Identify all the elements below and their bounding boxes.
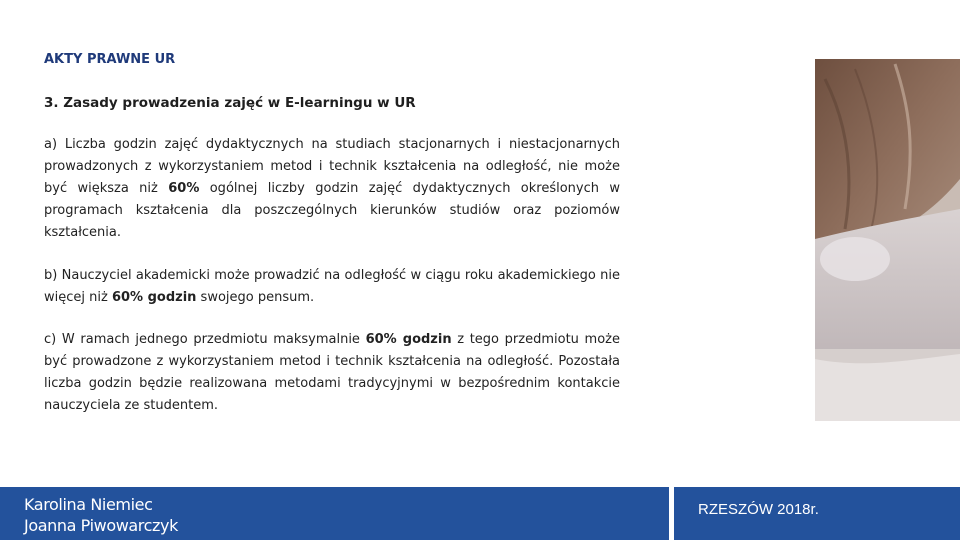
paragraph-a-text: a) Liczba godzin zajęć dydaktycznych na studiach stacjonarnych i niestacjonarnych prowadzonych z wykorzystaniem metod i technik kształcenia na odległość, nie może być większa niż bbox=[44, 137, 620, 196]
paragraph-c-emphasis: 60% godzin bbox=[365, 332, 452, 347]
slide-title: AKTY PRAWNE UR bbox=[44, 52, 176, 67]
author-name-1: Karolina Niemiec bbox=[24, 495, 153, 514]
paragraph-c bbox=[44, 329, 620, 417]
place-date: RZESZÓW 2018r. bbox=[698, 501, 819, 518]
student-photo bbox=[815, 59, 960, 421]
paragraph-b-text: b) Nauczyciel akademicki może prowadzić na odległość w ciągu roku akademickiego nie więcej niż bbox=[44, 268, 620, 305]
paragraph-a-text-end: ogólnej liczby godzin zajęć dydaktycznych określonych w programach kształcenia dla poszczególnych kierunków studiów oraz poziomów kształcenia. bbox=[44, 181, 621, 240]
section-heading: 3. Zasady prowadzenia zajęć w E-learningu w UR bbox=[44, 95, 416, 111]
paragraph-c-text-end: z tego przedmiotu może być prowadzone z wykorzystaniem metod i technik kształcenia na odległość. Pozostała liczba godzin będzie realizowana metodami tradycyjnymi w bezpośrednim kontakcie nauczyciela ze studentem. bbox=[44, 332, 620, 413]
paragraph-c-text: c) W ramach jednego przedmiotu maksymalnie bbox=[44, 332, 366, 347]
author-name-2: Joanna Piwowarczyk bbox=[24, 516, 178, 535]
paragraph-b-emphasis: 60% godzin bbox=[111, 290, 197, 305]
paragraph-b bbox=[44, 265, 620, 309]
paragraph-b-text-end: swojego pensum. bbox=[196, 290, 315, 305]
paragraph-a-emphasis: 60% bbox=[168, 181, 200, 196]
paragraph-a bbox=[44, 134, 620, 244]
